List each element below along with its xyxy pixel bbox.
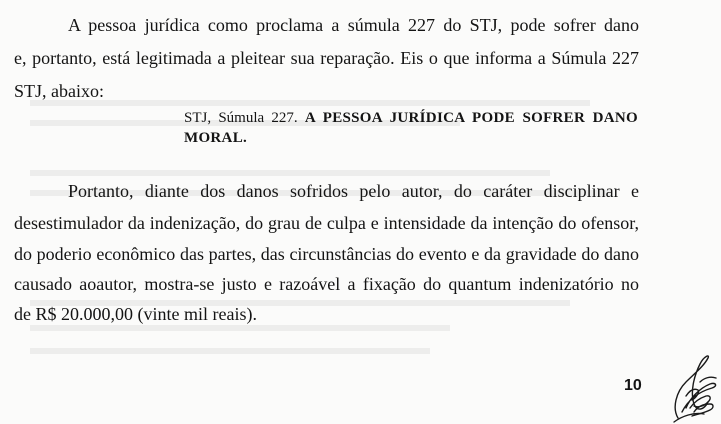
paragraph-2-line-4: causado aoautor, mostra-se justo e razoável a fixação do quantum indenizatório no — [14, 274, 639, 294]
paragraph-1-line-3: STJ, abaixo: — [14, 81, 104, 101]
paragraph-2-line-5: de R$ 20.000,00 (vinte mil reais). — [14, 304, 257, 324]
quote-text-line-1: A PESSOA JURÍDICA PODE SOFRER DANO — [304, 110, 638, 126]
sumula-quote — [184, 108, 638, 148]
quote-text-line-2: MORAL. — [184, 130, 248, 146]
quote-reference: STJ, Súmula 227. — [184, 110, 298, 126]
paragraph-1-line-2: e, portanto, está legitimada a pleitear sua reparação. Eis o que informa a Súmula 227 — [14, 48, 639, 68]
page-number: 10 — [624, 377, 642, 394]
paragraph-2-line-3: do poderio econômico das partes, das circunstâncias do evento e da gravidade do dano — [14, 244, 639, 264]
quote-line-1 — [184, 108, 638, 128]
paragraph-1-line-1: A pessoa jurídica como proclama a súmula 227 do STJ, pode sofrer dano — [68, 15, 639, 35]
paragraph-2-line-2: desestimulador da indenização, do grau de culpa e intensidade da intenção do ofensor, — [14, 213, 639, 233]
signature-initials — [664, 352, 721, 424]
paragraph-2-line-1: Portanto, diante dos danos sofridos pelo autor, do caráter disciplinar e — [68, 181, 639, 201]
